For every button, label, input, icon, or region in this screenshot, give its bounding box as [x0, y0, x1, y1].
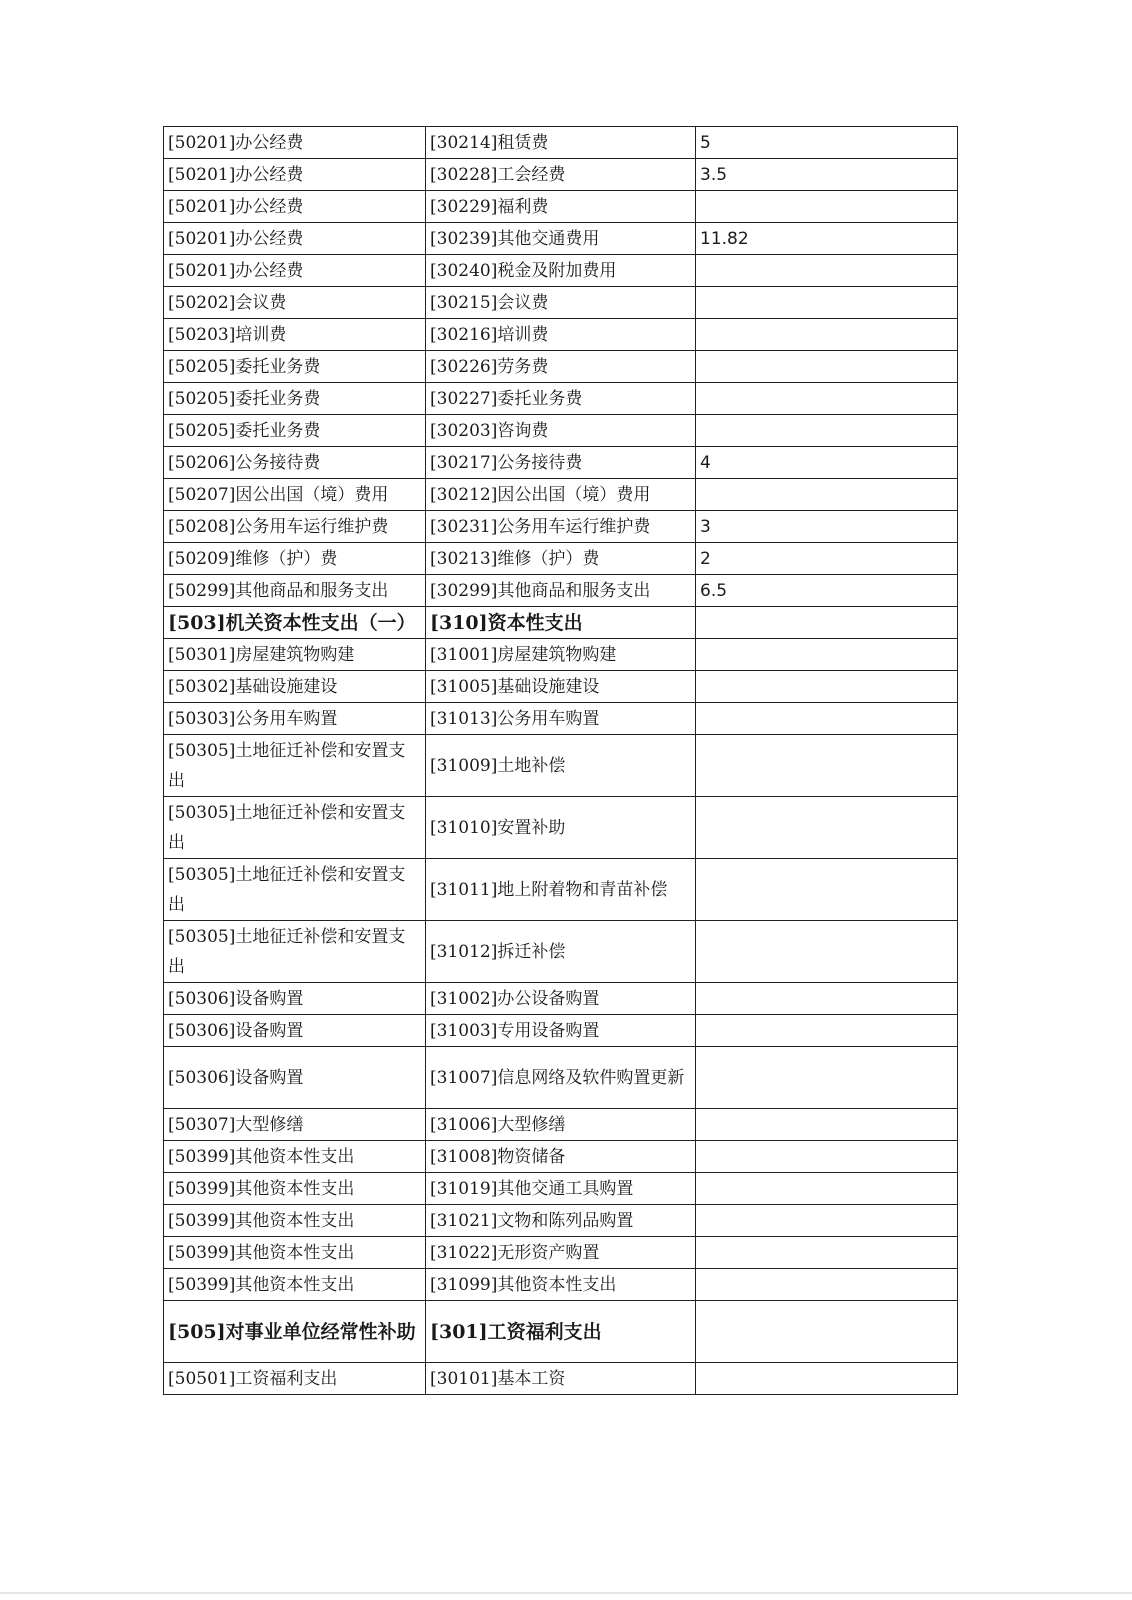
table-row [164, 447, 958, 479]
government-class-cell: [31001]房屋建筑物购建 [426, 639, 696, 671]
economic-class-cell: [50399]其他资本性支出 [164, 1173, 426, 1205]
amount-cell [696, 1237, 958, 1269]
economic-class-cell: [50206]公务接待费 [164, 447, 426, 479]
amount-cell: 2 [696, 543, 958, 575]
government-class-cell: [31022]无形资产购置 [426, 1237, 696, 1269]
government-class-cell: [31011]地上附着物和青苗补偿 [426, 859, 696, 921]
table-row [164, 127, 958, 159]
economic-class-cell: [50201]办公经费 [164, 191, 426, 223]
government-class-cell: [31003]专用设备购置 [426, 1015, 696, 1047]
economic-class-cell: [50305]土地征迁补偿和安置支出 [164, 735, 426, 797]
government-class-cell: [30215]会议费 [426, 287, 696, 319]
government-class-cell: [31021]文物和陈列品购置 [426, 1205, 696, 1237]
table-row [164, 383, 958, 415]
table-row [164, 703, 958, 735]
table-row [164, 1237, 958, 1269]
government-class-cell: [31099]其他资本性支出 [426, 1269, 696, 1301]
table-row [164, 511, 958, 543]
economic-class-cell: [50305]土地征迁补偿和安置支出 [164, 859, 426, 921]
table-row [164, 255, 958, 287]
expenditure-classification-table [163, 126, 958, 1395]
amount-cell [696, 983, 958, 1015]
table-row [164, 1363, 958, 1395]
amount-cell [696, 191, 958, 223]
amount-cell [696, 921, 958, 983]
table-row [164, 1047, 958, 1109]
government-class-cell: [30203]咨询费 [426, 415, 696, 447]
amount-cell [696, 671, 958, 703]
table-row [164, 797, 958, 859]
government-class-cell: [301]工资福利支出 [426, 1301, 696, 1363]
economic-class-cell: [503]机关资本性支出（一） [164, 607, 426, 639]
government-class-cell: [31002]办公设备购置 [426, 983, 696, 1015]
table-row [164, 921, 958, 983]
amount-cell [696, 859, 958, 921]
economic-class-cell: [50306]设备购置 [164, 1047, 426, 1109]
table-body [164, 127, 958, 1395]
government-class-cell: [31013]公务用车购置 [426, 703, 696, 735]
economic-class-cell: [50207]因公出国（境）费用 [164, 479, 426, 511]
amount-cell [696, 479, 958, 511]
amount-cell [696, 1205, 958, 1237]
table-row [164, 479, 958, 511]
table-row [164, 287, 958, 319]
government-class-cell: [31007]信息网络及软件购置更新 [426, 1047, 696, 1109]
amount-cell: 3 [696, 511, 958, 543]
government-class-cell: [30229]福利费 [426, 191, 696, 223]
economic-class-cell: [50306]设备购置 [164, 1015, 426, 1047]
table-row [164, 671, 958, 703]
table-row [164, 859, 958, 921]
government-class-cell: [30240]税金及附加费用 [426, 255, 696, 287]
government-class-cell: [30226]劳务费 [426, 351, 696, 383]
government-class-cell: [30213]维修（护）费 [426, 543, 696, 575]
table-row [164, 543, 958, 575]
amount-cell: 4 [696, 447, 958, 479]
economic-class-cell: [50202]会议费 [164, 287, 426, 319]
government-class-cell: [31005]基础设施建设 [426, 671, 696, 703]
table-row [164, 415, 958, 447]
table-row [164, 1301, 958, 1363]
government-class-cell: [30214]租赁费 [426, 127, 696, 159]
amount-cell: 5 [696, 127, 958, 159]
table-row [164, 1015, 958, 1047]
amount-cell [696, 1363, 958, 1395]
government-class-cell: [30239]其他交通费用 [426, 223, 696, 255]
economic-class-cell: [50201]办公经费 [164, 127, 426, 159]
government-class-cell: [30216]培训费 [426, 319, 696, 351]
amount-cell [696, 415, 958, 447]
economic-class-cell: [50305]土地征迁补偿和安置支出 [164, 797, 426, 859]
amount-cell [696, 287, 958, 319]
government-class-cell: [30217]公务接待费 [426, 447, 696, 479]
table-row [164, 191, 958, 223]
government-class-cell: [31009]土地补偿 [426, 735, 696, 797]
amount-cell: 11.82 [696, 223, 958, 255]
amount-cell [696, 1015, 958, 1047]
amount-cell [696, 607, 958, 639]
government-class-cell: [31019]其他交通工具购置 [426, 1173, 696, 1205]
economic-class-cell: [50209]维修（护）费 [164, 543, 426, 575]
government-class-cell: [31008]物资储备 [426, 1141, 696, 1173]
table-row [164, 1173, 958, 1205]
table-row [164, 159, 958, 191]
economic-class-cell: [50203]培训费 [164, 319, 426, 351]
amount-cell [696, 319, 958, 351]
amount-cell [696, 797, 958, 859]
amount-cell: 6.5 [696, 575, 958, 607]
government-class-cell: [30101]基本工资 [426, 1363, 696, 1395]
table-row [164, 607, 958, 639]
economic-class-cell: [50501]工资福利支出 [164, 1363, 426, 1395]
economic-class-cell: [50208]公务用车运行维护费 [164, 511, 426, 543]
scan-edge [0, 1592, 1132, 1594]
government-class-cell: [31010]安置补助 [426, 797, 696, 859]
economic-class-cell: [50201]办公经费 [164, 159, 426, 191]
table-row [164, 639, 958, 671]
table-row [164, 983, 958, 1015]
table-row [164, 319, 958, 351]
amount-cell [696, 255, 958, 287]
economic-class-cell: [50201]办公经费 [164, 223, 426, 255]
economic-class-cell: [50205]委托业务费 [164, 415, 426, 447]
table-row [164, 223, 958, 255]
economic-class-cell: [50302]基础设施建设 [164, 671, 426, 703]
government-class-cell: [30299]其他商品和服务支出 [426, 575, 696, 607]
economic-class-cell: [505]对事业单位经常性补助 [164, 1301, 426, 1363]
amount-cell [696, 1301, 958, 1363]
government-class-cell: [31006]大型修缮 [426, 1109, 696, 1141]
amount-cell [696, 1047, 958, 1109]
economic-class-cell: [50305]土地征迁补偿和安置支出 [164, 921, 426, 983]
table-row [164, 1109, 958, 1141]
government-class-cell: [30212]因公出国（境）费用 [426, 479, 696, 511]
table-row [164, 351, 958, 383]
amount-cell: 3.5 [696, 159, 958, 191]
amount-cell [696, 383, 958, 415]
amount-cell [696, 351, 958, 383]
amount-cell [696, 639, 958, 671]
government-class-cell: [30231]公务用车运行维护费 [426, 511, 696, 543]
economic-class-cell: [50201]办公经费 [164, 255, 426, 287]
amount-cell [696, 703, 958, 735]
amount-cell [696, 1269, 958, 1301]
economic-class-cell: [50399]其他资本性支出 [164, 1205, 426, 1237]
economic-class-cell: [50301]房屋建筑物购建 [164, 639, 426, 671]
economic-class-cell: [50303]公务用车购置 [164, 703, 426, 735]
table-row [164, 575, 958, 607]
economic-class-cell: [50306]设备购置 [164, 983, 426, 1015]
economic-class-cell: [50307]大型修缮 [164, 1109, 426, 1141]
table-row [164, 1269, 958, 1301]
government-class-cell: [31012]拆迁补偿 [426, 921, 696, 983]
government-class-cell: [30228]工会经费 [426, 159, 696, 191]
table-row [164, 1205, 958, 1237]
amount-cell [696, 735, 958, 797]
amount-cell [696, 1109, 958, 1141]
economic-class-cell: [50399]其他资本性支出 [164, 1141, 426, 1173]
table-row [164, 1141, 958, 1173]
government-class-cell: [310]资本性支出 [426, 607, 696, 639]
economic-class-cell: [50205]委托业务费 [164, 383, 426, 415]
amount-cell [696, 1141, 958, 1173]
government-class-cell: [30227]委托业务费 [426, 383, 696, 415]
economic-class-cell: [50299]其他商品和服务支出 [164, 575, 426, 607]
table-row [164, 735, 958, 797]
economic-class-cell: [50205]委托业务费 [164, 351, 426, 383]
economic-class-cell: [50399]其他资本性支出 [164, 1237, 426, 1269]
economic-class-cell: [50399]其他资本性支出 [164, 1269, 426, 1301]
amount-cell [696, 1173, 958, 1205]
